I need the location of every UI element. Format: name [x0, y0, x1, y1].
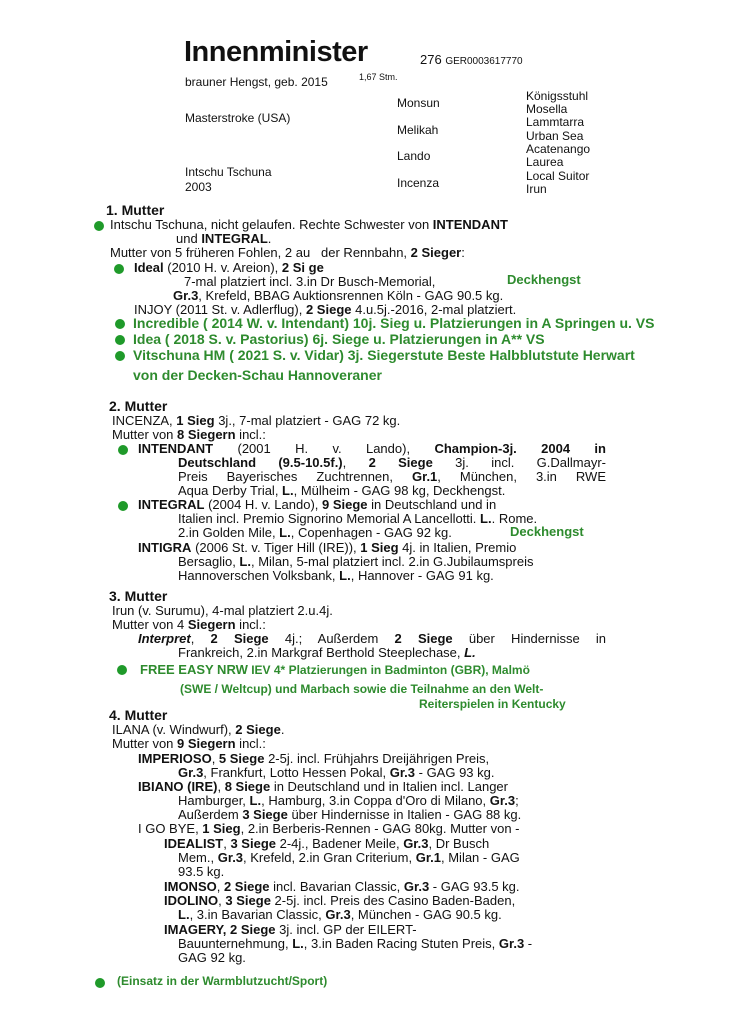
- s1-line3: Mutter von 5 früheren Fohlen, 2 au der Rennbahn, 2 Sieger:: [110, 245, 465, 260]
- s4-idealist-2: Mem., Gr.3, Krefeld, 2.in Gran Criterium, Gr.1, Milan - GAG: [178, 850, 520, 865]
- s4-idolino-2: L., 3.in Bavarian Classic, Gr.3, München - GAG 90.5 kg.: [178, 907, 502, 922]
- grandsire-3: Lando: [397, 149, 431, 163]
- great-grandsire-3: Lammtarra: [526, 115, 585, 129]
- s1-line1: Intschu Tschuna, nicht gelaufen. Rechte Schwester von INTENDANT: [110, 217, 508, 232]
- bullet-icon: [114, 264, 124, 274]
- great-grandsire-2: Mosella: [526, 102, 568, 116]
- s4-idealist: IDEALIST, 3 Siege 2-4j., Badener Meile, Gr.3, Dr Busch: [164, 836, 490, 851]
- s2-intendant-3: Preis Bayerisches Zuchtrennen, Gr.1, München, 3.in RWE: [178, 469, 606, 484]
- bullet-icon: [95, 978, 105, 988]
- great-grandsire-5: Acatenango: [526, 142, 591, 156]
- s2-line2: Mutter von 8 Siegern incl.:: [112, 427, 266, 442]
- deckhengst-label-2: Deckhengst: [510, 524, 584, 539]
- s4-ibiano-3: Außerdem 3 Siege über Hindernisse in Italien - GAG 88 kg.: [178, 807, 522, 822]
- s4-idealist-3: 93.5 kg.: [178, 864, 225, 879]
- great-grandsire-7: Local Suitor: [526, 169, 590, 183]
- bullet-icon: [117, 665, 127, 675]
- deckhengst-label-1: Deckhengst: [507, 272, 581, 287]
- incredible-line: Incredible ( 2014 W. v. Intendant) 10j. Sieg u. Platzierungen in A Springen u. VS: [133, 315, 655, 331]
- great-grandsire-4: Urban Sea: [526, 129, 584, 143]
- s2-integral-2: Italien incl. Premio Signorino Memorial A Lancellotti. L.. Rome.: [178, 511, 538, 526]
- section-2-heading: 2. Mutter: [109, 398, 168, 414]
- great-grandsire-8: Irun: [526, 182, 547, 196]
- vitschuna-line: Vitschuna HM ( 2021 S. v. Vidar) 3j. Siegerstute Beste Halbblutstute Herwart: [133, 347, 635, 363]
- s2-intendant: INTENDANT (2001 H. v. Lando), Champion-3j. 2004 in: [138, 441, 606, 456]
- horse-name: Innenminister: [184, 36, 368, 68]
- great-grandsire-1: Königsstuhl: [526, 89, 589, 103]
- grandsire-4: Incenza: [397, 176, 440, 190]
- free-easy-line: FREE EASY NRW IEV 4* Platzierungen in Badminton (GBR), Malmö: [140, 662, 530, 677]
- section-1-heading: 1. Mutter: [106, 202, 165, 218]
- bullet-icon: [118, 445, 128, 455]
- s4-line2: Mutter von 9 Siegern incl.:: [112, 736, 266, 751]
- free-easy-line-3: Reiterspielen in Kentucky: [419, 697, 566, 711]
- s2-intendant-2: Deutschland (9.5-10.5f.), 2 Siege 3j. incl. G.Dallmayr-: [178, 455, 606, 470]
- s4-imagery: IMAGERY, 2 Siege 3j. incl. GP der EILERT-: [164, 922, 417, 937]
- bullet-icon: [115, 335, 125, 345]
- sire: Masterstroke (USA): [185, 111, 291, 125]
- s4-imperioso-2: Gr.3, Frankfurt, Lotto Hessen Pokal, Gr.3 - GAG 93 kg.: [178, 765, 495, 780]
- s4-igobye: I GO BYE, 1 Sieg, 2.in Berberis-Rennen - GAG 80kg. Mutter von -: [138, 821, 520, 836]
- s3-line2: Mutter von 4 Siegern incl.:: [112, 617, 266, 632]
- section-3-heading: 3. Mutter: [109, 588, 168, 604]
- s1-line2: und INTEGRAL.: [176, 231, 272, 246]
- catalog-number: 276 GER0003617770: [420, 52, 523, 67]
- s4-line1: ILANA (v. Windwurf), 2 Siege.: [112, 722, 285, 737]
- s2-intigra-2: Bersaglio, L., Milan, 5-mal platziert incl. 2.in G.Jubilaumspreis: [178, 554, 534, 569]
- s2-intigra-3: Hannoverschen Volksbank, L., Hannover - GAG 91 kg.: [178, 568, 494, 583]
- s1-injoy: INJOY (2011 St. v. Adlerflug), 2 Siege 4.u.5j.-2016, 2-mal platziert.: [134, 302, 517, 317]
- s4-idolino: IDOLINO, 3 Siege 2-5j. incl. Preis des Casino Baden-Baden,: [164, 893, 516, 908]
- s4-ibiano-2: Hamburger, L., Hamburg, 3.in Coppa d'Oro di Milano, Gr.3;: [178, 793, 519, 808]
- bullet-icon: [118, 501, 128, 511]
- great-grandsire-6: Laurea: [526, 155, 564, 169]
- section-4-heading: 4. Mutter: [109, 707, 168, 723]
- s3-line1: Irun (v. Surumu), 4-mal platziert 2.u.4j.: [112, 603, 333, 618]
- bullet-icon: [115, 351, 125, 361]
- s1-line6: Gr.3, Krefeld, BBAG Auktionsrennen Köln - GAG 90.5 kg.: [173, 288, 504, 303]
- grandsire-1: Monsun: [397, 96, 440, 110]
- vitschuna-line-2: von der Decken-Schau Hannoveraner: [133, 367, 382, 383]
- s2-intigra: INTIGRA (2006 St. v. Tiger Hill (IRE)), 1 Sieg 4j. in Italien, Premio: [138, 540, 517, 555]
- grandsire-2: Melikah: [397, 123, 439, 137]
- s4-imagery-3: GAG 92 kg.: [178, 950, 246, 965]
- dam: Intschu Tschuna: [185, 165, 272, 179]
- ueln: GER0003617770: [445, 56, 523, 67]
- s3-interpret-2: Frankreich, 2.in Markgraf Berthold Steeplechase, L.: [178, 645, 476, 660]
- s4-ibiano: IBIANO (IRE), 8 Siege in Deutschland und in Italien incl. Langer: [138, 779, 508, 794]
- free-easy-line-2: (SWE / Weltcup) und Marbach sowie die Teilnahme an den Welt-: [180, 682, 544, 696]
- s1-line5: 7-mal platziert incl. 3.in Dr Busch-Memorial,: [184, 274, 436, 289]
- idea-line: Idea ( 2018 S. v. Pastorius) 6j. Siege u. Platzierungen in A** VS: [133, 331, 545, 347]
- s4-imagery-2: Bauunternehmung, L., 3.in Baden Racing Stuten Preis, Gr.3 -: [178, 936, 533, 951]
- horse-description: brauner Hengst, geb. 2015: [185, 75, 328, 89]
- s2-integral-3: 2.in Golden Mile, L., Copenhagen - GAG 92 kg.: [178, 525, 452, 540]
- bullet-icon: [115, 319, 125, 329]
- bullet-icon: [94, 221, 104, 231]
- s2-integral: INTEGRAL (2004 H. v. Lando), 9 Siege in Deutschland und in: [138, 497, 497, 512]
- s4-imonso: IMONSO, 2 Siege incl. Bavarian Classic, Gr.3 - GAG 93.5 kg.: [164, 879, 520, 894]
- s4-imperioso: IMPERIOSO, 5 Siege 2-5j. incl. Frühjahrs Dreijährigen Preis,: [138, 751, 490, 766]
- horse-height: 1,67 Stm.: [359, 72, 398, 82]
- s1-ideal: Ideal (2010 H. v. Areion), 2 Si ge: [134, 260, 324, 275]
- s3-interpret: Interpret, 2 Siege 4j.; Außerdem 2 Siege über Hindernisse in: [138, 631, 607, 646]
- dam-year: 2003: [185, 180, 212, 194]
- footer-note: (Einsatz in der Warmblutzucht/Sport): [117, 974, 328, 988]
- s2-intendant-4: Aqua Derby Trial, L., Mülheim - GAG 98 kg, Deckhengst.: [178, 483, 506, 498]
- s2-line1: INCENZA, 1 Sieg 3j., 7-mal platziert - GAG 72 kg.: [112, 413, 401, 428]
